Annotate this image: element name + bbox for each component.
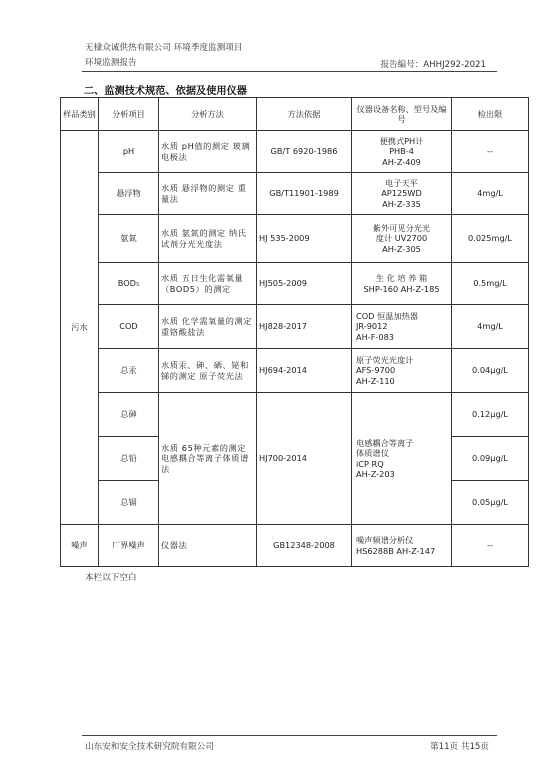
limit-cell: -- xyxy=(452,525,529,567)
footer-institute: 山东安和安全技术研究院有限公司 xyxy=(85,742,214,752)
limit-cell: 0.05μg/L xyxy=(452,481,529,525)
basis-cell: HJ694-2014 xyxy=(257,349,352,393)
instrument-line: 生 化 培 养 箱 xyxy=(375,273,428,283)
method-cell: 水质 悬浮物的测定 重量法 xyxy=(159,173,257,215)
instrument-line: AH-Z-409 xyxy=(382,156,421,167)
instrument-line: 电感耦合等离子 xyxy=(356,437,414,448)
instrument-line: AH-Z-110 xyxy=(356,375,395,386)
instrument-line: 紫外可见分光光 xyxy=(372,222,431,233)
instrument-line: 原子荧光光度计 xyxy=(356,354,414,365)
header-sample-type: 样品类别 xyxy=(61,98,99,131)
item-cell: 悬浮物 xyxy=(99,173,159,215)
limit-cell: 0.025mg/L xyxy=(452,215,529,263)
instrument-line: 电子天平 xyxy=(385,177,418,188)
table-row xyxy=(61,263,529,305)
basis-cell: HJ828-2017 xyxy=(257,305,352,349)
method-cell: 仪器法 xyxy=(159,525,257,567)
footer-page-number: 第11页 共15页 xyxy=(430,742,489,752)
method-cell: 水质汞、砷、硒、铋和锑的测定 原子荧光法 xyxy=(159,349,257,393)
instrument-line: 度计 UV2700 xyxy=(375,233,428,244)
header-method: 分析方法 xyxy=(159,98,257,131)
limit-cell: 0.5mg/L xyxy=(452,263,529,305)
limit-cell: 0.09μg/L xyxy=(452,437,529,481)
item-cell: 总砷 xyxy=(99,393,159,437)
basis-cell: GB/T 6920-1986 xyxy=(257,131,352,173)
instrument-line: AFS-9700 xyxy=(356,365,396,376)
method-cell: 水质 氨氮的测定 纳氏试剂分光光度法 xyxy=(159,215,257,263)
header-limit: 检出限 xyxy=(452,98,529,131)
table-row xyxy=(61,525,529,567)
header-report-name: 环境监测报告 xyxy=(85,58,137,68)
item-cell: pH xyxy=(99,131,159,173)
instrument-line: 噪声频谱分析仪 xyxy=(356,535,414,545)
limit-cell: 4mg/L xyxy=(452,173,529,215)
instrument-line: JR-9012 xyxy=(356,321,388,332)
header-report-number: 报告编号：AHHJ292-2021 xyxy=(380,60,486,70)
header-instrument: 仪器设备名称、型号及编号 xyxy=(352,98,452,131)
table-header-row xyxy=(61,98,529,131)
instrument-cell xyxy=(352,173,452,215)
limit-cell: 0.12μg/L xyxy=(452,393,529,437)
item-cell: BOD₅ xyxy=(99,263,159,305)
sample-type-noise: 噪声 xyxy=(61,525,99,567)
instrument-line: COD 恒温加热器 xyxy=(356,310,419,321)
instrument-line: 便携式PH计 xyxy=(379,135,424,146)
table-row xyxy=(61,131,529,173)
instrument-cell xyxy=(352,263,452,305)
basis-cell: HJ 535-2009 xyxy=(257,215,352,263)
section-title: 二、监测技术规范、依据及使用仪器 xyxy=(84,86,247,97)
instrument-line: iCP RQ xyxy=(356,458,384,469)
instrument-line: AH-Z-335 xyxy=(382,198,421,209)
item-cell: 氨氮 xyxy=(99,215,159,263)
instrument-line: AP125WD xyxy=(381,188,422,199)
instrument-line: PHB-4 xyxy=(389,146,414,157)
table-row xyxy=(61,393,529,437)
limit-cell: -- xyxy=(452,131,529,173)
limit-cell: 0.04μg/L xyxy=(452,349,529,393)
header-company-project: 无棣众诚供热有限公司 环境季度监测项目 xyxy=(85,43,243,53)
table-row xyxy=(61,215,529,263)
limit-cell: 4mg/L xyxy=(452,305,529,349)
item-cell: 总镉 xyxy=(99,481,159,525)
instrument-cell xyxy=(352,305,452,349)
instrument-line: HS6288B AH-Z-147 xyxy=(356,545,436,556)
instrument-line: 体质谱仪 xyxy=(356,448,389,458)
header-basis: 方法依据 xyxy=(257,98,352,131)
item-cell: 厂界噪声 xyxy=(99,525,159,567)
footer-rule xyxy=(82,735,497,736)
monitoring-methods-table xyxy=(60,97,529,567)
instrument-cell-icp xyxy=(352,393,452,525)
item-cell: 总汞 xyxy=(99,349,159,393)
method-cell-icp: 水质 65种元素的测定 电感耦合等离子体质谱法 xyxy=(159,393,257,525)
table-row xyxy=(61,305,529,349)
basis-cell: GB12348-2008 xyxy=(257,525,352,567)
instrument-cell xyxy=(352,525,452,567)
method-cell: 水质 化学需氧量的测定 重铬酸盐法 xyxy=(159,305,257,349)
basis-cell: HJ505-2009 xyxy=(257,263,352,305)
item-cell: 总铅 xyxy=(99,437,159,481)
header-rule xyxy=(82,71,497,72)
instrument-line: SHP-160 AH-Z-185 xyxy=(363,283,440,294)
instrument-line: AH-Z-305 xyxy=(382,243,421,254)
sample-type-wastewater: 污水 xyxy=(61,131,99,525)
item-cell: COD xyxy=(99,305,159,349)
instrument-cell xyxy=(352,131,452,173)
instrument-line: AH-Z-203 xyxy=(356,469,395,479)
instrument-line: AH-F-083 xyxy=(356,331,395,342)
instrument-cell xyxy=(352,349,452,393)
instrument-cell xyxy=(352,215,452,263)
table-row xyxy=(61,349,529,393)
table-row xyxy=(61,173,529,215)
method-cell: 水质 五日生化需氧量（BOD5）的测定 xyxy=(159,263,257,305)
method-cell: 水质 pH值的测定 玻璃电极法 xyxy=(159,131,257,173)
header-item: 分析项目 xyxy=(99,98,159,131)
basis-cell-icp: HJ700-2014 xyxy=(257,393,352,525)
blank-below-note: 本栏以下空白 xyxy=(85,573,137,583)
basis-cell: GB/T11901-1989 xyxy=(257,173,352,215)
